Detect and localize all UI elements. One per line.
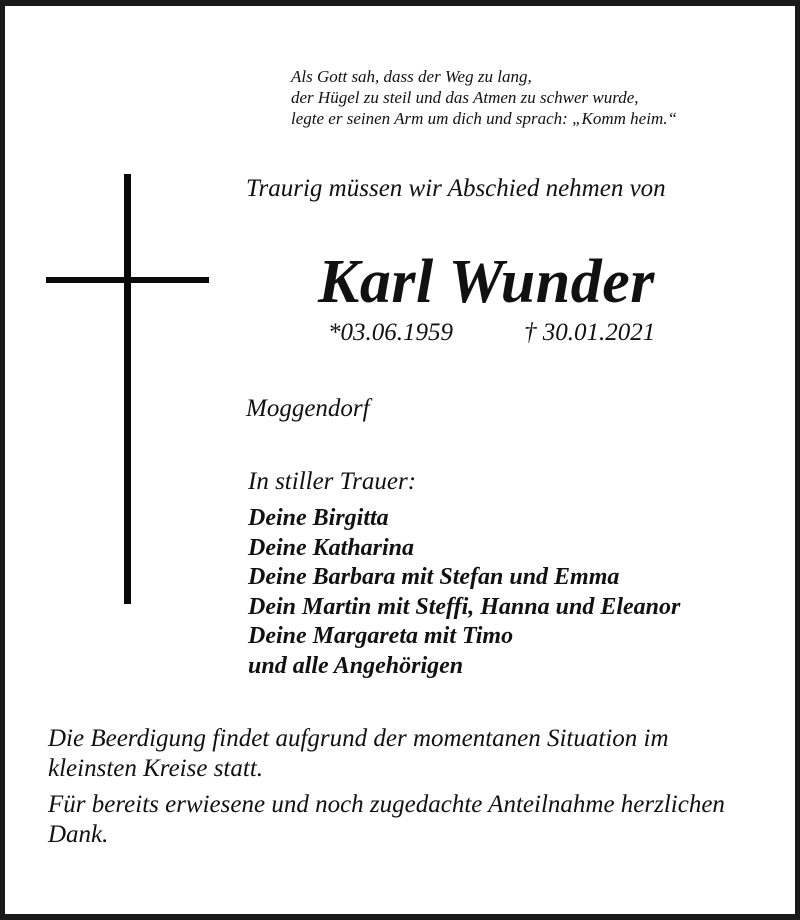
- mourner-entry: Deine Barbara mit Stefan und Emma: [248, 564, 620, 590]
- birth-date: *03.06.1959: [328, 319, 453, 346]
- poem: [291, 66, 677, 129]
- poem-line: der Hügel zu steil und das Atmen zu schwer wurde,: [291, 88, 639, 107]
- deceased-name: Karl Wunder: [318, 248, 655, 316]
- hometown: Moggendorf: [246, 395, 370, 422]
- mourner-entry: Deine Birgitta: [248, 505, 389, 531]
- death-date: † 30.01.2021: [524, 319, 656, 346]
- farewell-intro: Traurig müssen wir Abschied nehmen von: [246, 175, 666, 202]
- footer-notes: [48, 724, 758, 850]
- mourning-heading: In stiller Trauer:: [248, 468, 417, 495]
- mourner-entry: Dein Martin mit Steffi, Hanna und Eleanor: [248, 593, 681, 620]
- mourner-entry: Deine Katharina: [248, 534, 415, 561]
- mourner-entry: und alle Angehörigen: [248, 652, 464, 679]
- mourners-list: [248, 504, 680, 681]
- poem-line: Als Gott sah, dass der Weg zu lang,: [291, 67, 532, 86]
- thanks-note: Für bereits erwiesene und noch zugedachte Anteilnahme herzlichen Dank.: [48, 791, 725, 848]
- cross-horizontal-beam: [46, 277, 209, 283]
- cross-vertical-beam: [124, 174, 131, 604]
- mourner-entry: Deine Margareta mit Timo: [248, 623, 514, 649]
- funeral-note: Die Beerdigung findet aufgrund der momentanen Situation im kleinsten Kreise statt.: [48, 725, 669, 782]
- poem-line: legte er seinen Arm um dich und sprach: „Komm heim.“: [291, 109, 677, 128]
